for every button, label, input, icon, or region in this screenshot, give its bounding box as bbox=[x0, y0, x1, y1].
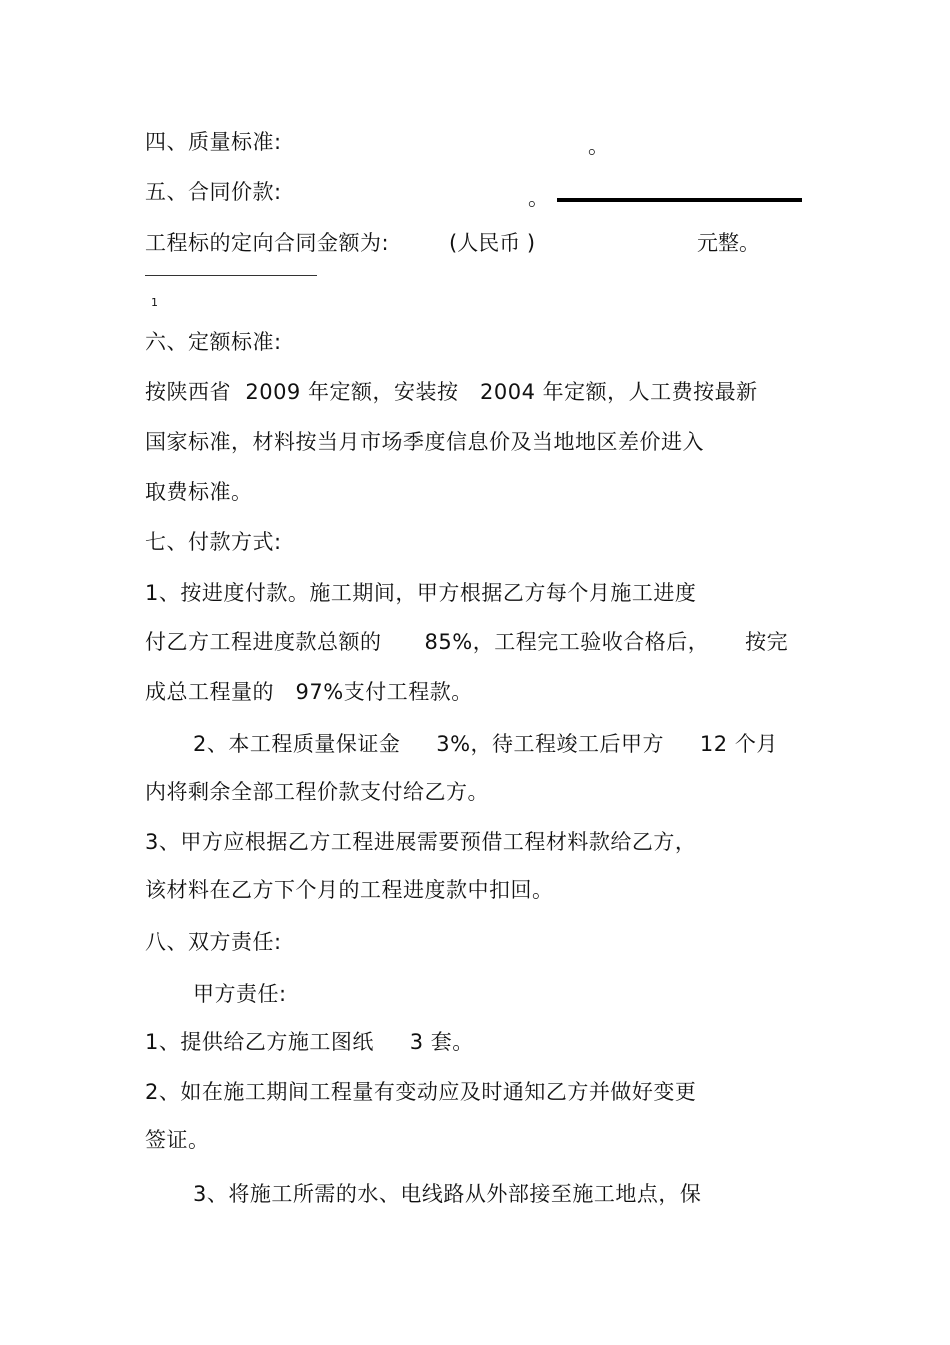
section-6-line: 国家标准，材料按当月市场季度信息价及当地地区差价进入 bbox=[145, 430, 704, 454]
section-8-line: 1、提供给乙方施工图纸 3 套。 bbox=[145, 1030, 474, 1054]
section-4-period: 。 bbox=[588, 134, 609, 158]
section-7-line: 该材料在乙方下个月的工程进度款中扣回。 bbox=[145, 878, 554, 902]
section-7-line: 2、本工程质量保证金 3%，待工程竣工后甲方 12 个月 bbox=[193, 732, 778, 756]
section-7-heading: 七、付款方式: bbox=[145, 530, 282, 554]
footnote-separator bbox=[145, 275, 317, 276]
section-8-line: 2、如在施工期间工程量有变动应及时通知乙方并做好变更 bbox=[145, 1080, 697, 1104]
section-6-line: 按陕西省 2009 年定额，安装按 2004 年定额，人工费按最新 bbox=[145, 380, 758, 404]
contract-amount-currency: (人民币 ) bbox=[449, 231, 536, 255]
section-5-heading: 五、合同价款: bbox=[145, 180, 282, 204]
section-8-line: 3、将施工所需的水、电线路从外部接至施工地点，保 bbox=[193, 1182, 702, 1206]
section-6-heading: 六、定额标准: bbox=[145, 330, 282, 354]
section-8-subheading: 甲方责任: bbox=[193, 982, 287, 1006]
section-8-line: 签证。 bbox=[145, 1128, 210, 1152]
contract-amount-prefix: 工程标的定向合同金额为: bbox=[145, 231, 390, 255]
section-7-line: 成总工程量的 97%支付工程款。 bbox=[145, 680, 473, 704]
blank-underline bbox=[557, 198, 802, 202]
section-7-line: 3、甲方应根据乙方工程进展需要预借工程材料款给乙方， bbox=[145, 830, 697, 854]
contract-amount-suffix: 元整。 bbox=[697, 231, 760, 255]
section-7-line: 1、按进度付款。施工期间，甲方根据乙方每个月施工进度 bbox=[145, 581, 697, 605]
section-8-heading: 八、双方责任: bbox=[145, 930, 282, 954]
section-7-line: 内将剩余全部工程价款支付给乙方。 bbox=[145, 780, 489, 804]
section-7-line: 付乙方工程进度款总额的 85%，工程完工验收合格后， 按完 bbox=[145, 630, 789, 654]
section-5-period: 。 bbox=[528, 186, 549, 210]
footnote-marker: 1 bbox=[151, 296, 158, 309]
section-4-heading: 四、质量标准: bbox=[145, 130, 282, 154]
section-6-line: 取费标准。 bbox=[145, 480, 253, 504]
